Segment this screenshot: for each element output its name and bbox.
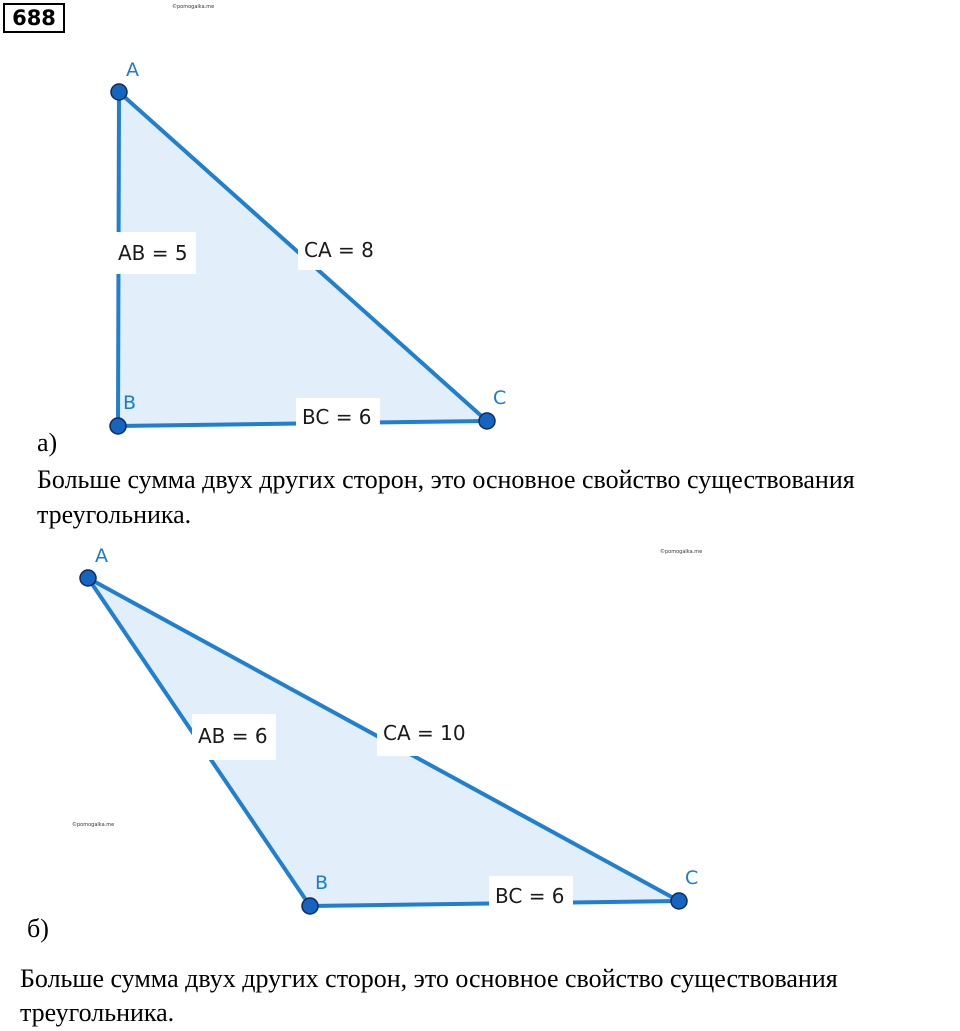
point-a: [80, 570, 96, 586]
vertex-label-b: B: [123, 392, 137, 414]
vertex-label-a: A: [126, 59, 139, 81]
explanation-line-2: треугольника.: [37, 500, 192, 529]
explanation-line-1: Больше сумма двух других сторон, это основное свойство существования: [20, 964, 838, 993]
side-label-ab: AB = 5: [118, 241, 188, 265]
side-label-ca: CA = 10: [383, 721, 466, 745]
point-b: [110, 418, 126, 434]
point-c: [671, 893, 687, 909]
explanation-line-1: Больше сумма двух других сторон, это основное свойство существования: [37, 465, 855, 494]
vertex-label-b: B: [315, 872, 329, 894]
vertex-label-c: C: [685, 867, 699, 889]
problem-number: 688: [3, 3, 65, 33]
watermark: ©pomogalka.me: [172, 4, 215, 10]
part-label-a: а): [37, 428, 58, 457]
point-b: [302, 898, 318, 914]
side-label-bc: BC = 6: [495, 884, 565, 908]
part-label-b: б): [27, 914, 49, 943]
vertex-label-a: A: [95, 545, 108, 567]
triangle-a: [110, 59, 506, 434]
point-a: [111, 84, 127, 100]
watermark: ©pomogalka.me: [660, 549, 703, 555]
vertex-label-c: C: [493, 387, 507, 409]
triangle-b: [80, 545, 698, 914]
side-label-ca: CA = 8: [304, 238, 374, 262]
side-label-ab: AB = 6: [198, 724, 268, 748]
watermark: ©pomogalka.me: [72, 822, 115, 828]
point-c: [479, 413, 495, 429]
explanation-line-2: треугольника.: [20, 998, 175, 1027]
side-label-bc: BC = 6: [302, 405, 372, 429]
